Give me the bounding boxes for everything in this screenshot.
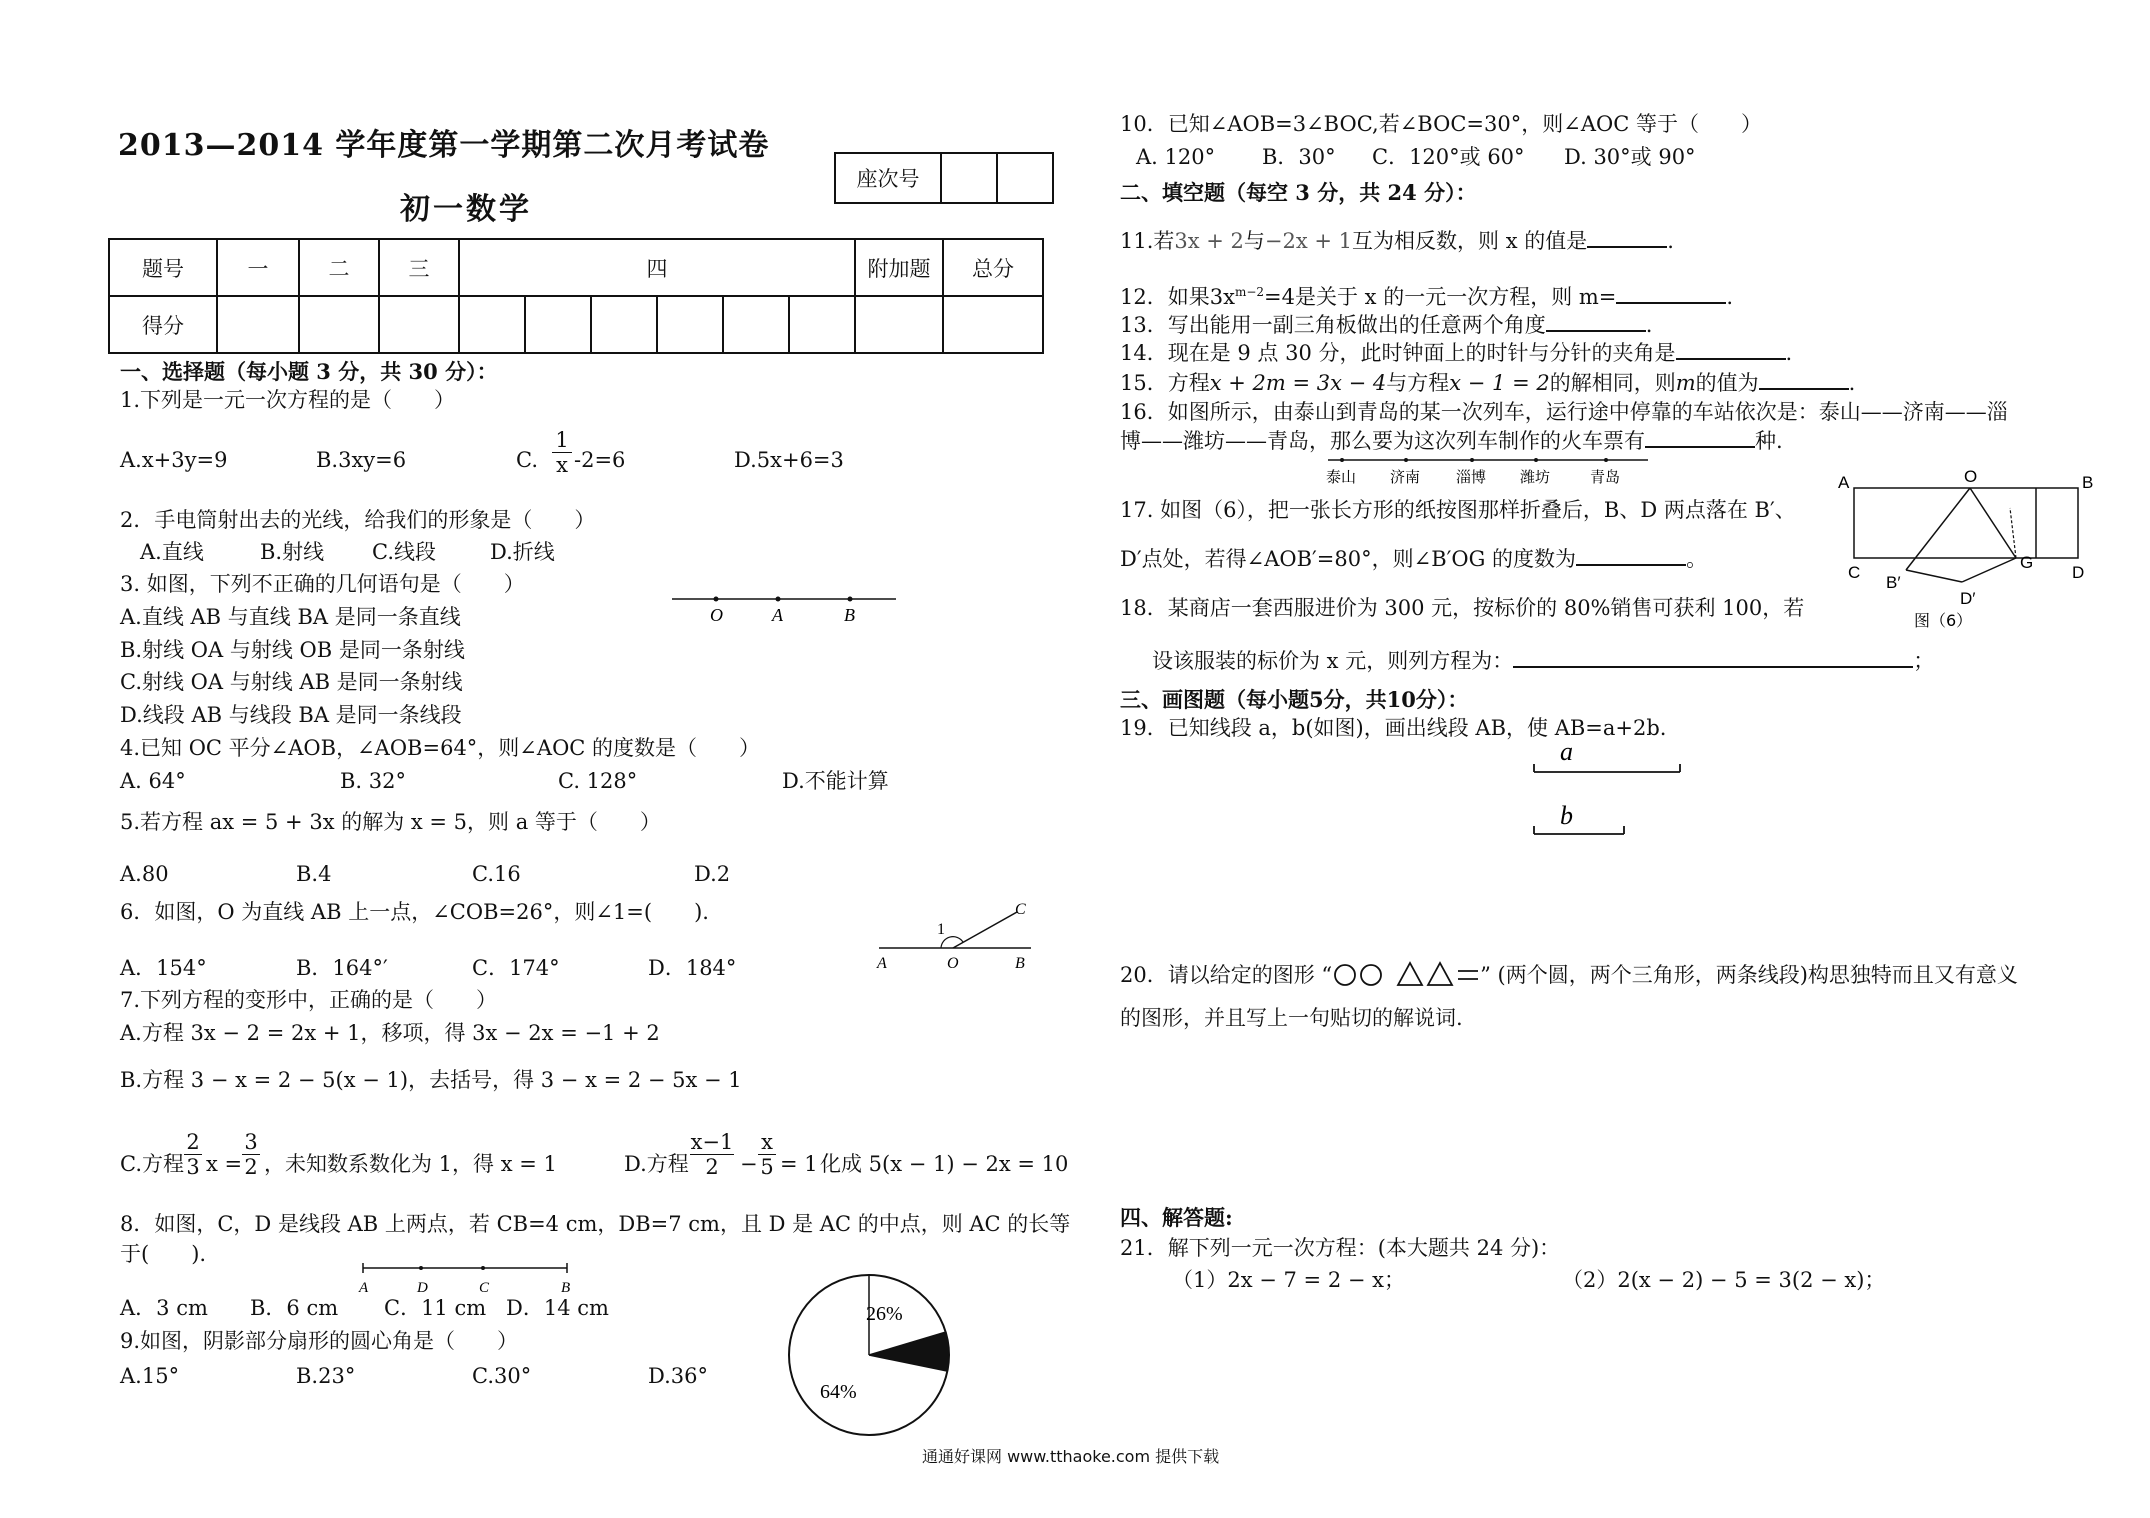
q1-fraction xyxy=(552,428,572,477)
q8-label-b: B xyxy=(561,1280,571,1296)
q17-label-a: A xyxy=(1838,473,1850,492)
q12-end: . xyxy=(1726,285,1734,309)
q2-stem: 2．手电筒射出去的光线，给我们的形象是（ ） xyxy=(120,508,596,532)
q2-option-b: B.射线 xyxy=(260,540,325,564)
seat-cell[interactable] xyxy=(997,153,1053,203)
score-cell[interactable] xyxy=(525,296,591,353)
q11-mid: 与 xyxy=(1243,229,1265,253)
seat-number-box xyxy=(834,152,1054,204)
q19-stem: 19．已知线段 a，b(如图)，画出线段 AB，使 AB=a+2b. xyxy=(1120,716,1667,740)
q20-prefix: 20．请以给定的图形 “ xyxy=(1120,963,1333,987)
q8-stem: 8．如图，C，D 是线段 AB 上两点，若 CB=4 cm，DB=7 cm，且 D 是 AC 的中点，则 AC 的长等 xyxy=(120,1212,1071,1236)
q14-text: 14．现在是 9 点 30 分，此时钟面上的时针与分针的夹角是 xyxy=(1120,341,1676,365)
q7-c-fraction-2 xyxy=(242,1130,260,1179)
score-cell[interactable] xyxy=(855,296,943,353)
q6-label-b: B xyxy=(1015,955,1025,972)
q5-stem: 5.若方程 ax = 5 + 3x 的解为 x = 5，则 a 等于（ ） xyxy=(120,810,661,834)
q6-stem: 6．如图，O 为直线 AB 上一点，∠COB=26°，则∠1=( ). xyxy=(120,900,709,924)
q17-answer-blank[interactable] xyxy=(1576,544,1686,566)
q9-option-a: A.15° xyxy=(120,1364,180,1388)
q17-label-g: G xyxy=(2020,553,2034,572)
q20-line2: 的图形，并且写上一句贴切的解说词. xyxy=(1120,1006,1463,1030)
q5-option-c: C.16 xyxy=(472,862,521,886)
q3-stem: 3. 如图，下列不正确的几何语句是（ ） xyxy=(120,572,525,596)
q8-option-b: B．6 cm xyxy=(250,1296,339,1320)
q4-option-b: B. 32° xyxy=(340,769,407,793)
q14-answer-blank[interactable] xyxy=(1676,338,1786,360)
q15-var-m: m xyxy=(1675,371,1696,395)
q4-stem: 4.已知 OC 平分∠AOB，∠AOB=64°，则∠AOC 的度数是（ ） xyxy=(120,736,761,760)
q7-c-frac1-den: 3 xyxy=(186,1155,200,1179)
q1-frac-num: 1 xyxy=(552,428,572,453)
score-header-cell: 二 xyxy=(299,239,379,296)
q18-text: 设该服装的标价为 x 元，则列方程为： xyxy=(1152,649,1514,673)
exam-title: 2013—2014 学年度第一学期第二次月考试卷 xyxy=(118,128,770,163)
q15-prefix: 15．方程 xyxy=(1120,371,1210,395)
q15-answer-blank[interactable] xyxy=(1759,368,1849,390)
q18-line2 xyxy=(1152,646,1934,675)
q10-option-a: A. 120° xyxy=(1136,145,1216,169)
q14-end: . xyxy=(1785,341,1793,365)
q7-d-fraction-1 xyxy=(690,1130,734,1179)
q7-c-frac1-num: 2 xyxy=(184,1130,202,1155)
q7-d-fraction-2 xyxy=(758,1130,776,1179)
q9-option-d: D.36° xyxy=(648,1364,708,1388)
q12-prefix: 12．如果 xyxy=(1120,285,1210,309)
q3-label-a: A xyxy=(772,605,783,625)
q2-option-a: A.直线 xyxy=(140,540,204,564)
q7-c-frac2-num: 3 xyxy=(242,1130,260,1155)
q3-option-d: D.线段 AB 与线段 BA 是同一条线段 xyxy=(120,703,462,727)
q8-option-d: D．14 cm xyxy=(506,1296,609,1320)
q6-label-o: O xyxy=(947,955,959,972)
q17-line2 xyxy=(1120,544,1707,573)
q10-option-b: B．30° xyxy=(1262,145,1336,169)
q11-end: . xyxy=(1667,229,1674,253)
q12-expr2: =4 xyxy=(1264,285,1295,309)
q18-answer-blank[interactable] xyxy=(1513,646,1913,668)
q7-c-fraction-1 xyxy=(184,1130,202,1179)
q9-pie-label-64: 64% xyxy=(820,1381,857,1403)
station-qingdao: 青岛 xyxy=(1590,468,1621,486)
q8-label-d: D xyxy=(417,1280,428,1296)
q1-option-b: B.3xy=6 xyxy=(316,448,407,472)
q17-label-b-prime: B′ xyxy=(1886,573,1901,592)
q15-mid: 与方程 xyxy=(1386,371,1450,395)
q8-option-c: C．11 cm xyxy=(384,1296,487,1320)
q1-c-suffix: -2=6 xyxy=(574,448,626,472)
score-header-cell: 题号 xyxy=(109,239,217,296)
q7-d-suffix: 化成 5(x − 1) − 2x = 10 xyxy=(820,1152,1069,1176)
q17-label-d: D xyxy=(2072,563,2085,582)
q7-stem: 7.下列方程的变形中，正确的是（ ） xyxy=(120,988,498,1012)
q7-c-eq: x = xyxy=(206,1152,243,1176)
q12-exponent: m−2 xyxy=(1234,285,1265,299)
q13-end: . xyxy=(1645,313,1653,337)
q3-option-b: B.射线 OA 与射线 OB 是同一条射线 xyxy=(120,638,465,662)
q16-line1: 16．如图所示，由泰山到青岛的某一次列车，运行途中停靠的车站依次是：泰山——济南——淄 xyxy=(1120,400,2008,424)
q19-label-a: a xyxy=(1560,737,1573,766)
q5-option-a: A.80 xyxy=(120,862,169,886)
q8-segment-figure xyxy=(355,1258,575,1298)
q14 xyxy=(1120,338,1792,367)
q18-end: ； xyxy=(1913,649,1935,673)
q1-option-d: D.5x+6=3 xyxy=(734,448,844,472)
q15-expr1: x + 2m = 3x − 4 xyxy=(1209,371,1387,395)
q15-suffix: 的解相同，则 xyxy=(1549,371,1676,395)
q15-expr2: x − 1 = 2 xyxy=(1449,371,1550,395)
section1-heading: 一、选择题（每小题 3 分，共 30 分）： xyxy=(120,359,498,384)
q8-label-c: C xyxy=(479,1280,490,1296)
q21-stem: 21．解下列一元一次方程：(本大题共 24 分)： xyxy=(1120,1236,1561,1260)
q17-label-o: O xyxy=(1964,467,1978,486)
q13 xyxy=(1120,310,1652,339)
station-taishan: 泰山 xyxy=(1326,468,1357,486)
q8-option-a: A．3 cm xyxy=(120,1296,208,1320)
score-cell[interactable] xyxy=(657,296,723,353)
q1-option-a: A.x+3y=9 xyxy=(120,448,228,472)
q6-label-a: A xyxy=(877,955,887,972)
q7-d-frac2-den: 5 xyxy=(760,1155,774,1179)
q2-option-c: C.线段 xyxy=(372,540,436,564)
q10-option-c: C．120°或 60° xyxy=(1372,145,1525,169)
q11-prefix: 11.若 xyxy=(1120,229,1175,253)
q4-option-a: A. 64° xyxy=(120,769,186,793)
section4-heading: 四、解答题: xyxy=(1120,1205,1233,1230)
section3-heading: 三、画图题（每小题5分，共10分）： xyxy=(1120,687,1469,712)
q12-answer-blank[interactable] xyxy=(1616,282,1726,304)
q10-stem: 10．已知∠AOB=3∠BOC,若∠BOC=30°，则∠AOC 等于（ ） xyxy=(1120,112,1762,136)
q17-end: 。 xyxy=(1686,547,1708,571)
subject-title: 初一数学 xyxy=(400,192,532,227)
q9-option-b: B.23° xyxy=(296,1364,356,1388)
q15 xyxy=(1120,368,1855,397)
q16-line2 xyxy=(1120,426,1783,455)
q15-suffix2: 的值为 xyxy=(1695,371,1759,395)
q20-shapes-icon xyxy=(1332,960,1480,988)
q6-label-c: C xyxy=(1015,901,1026,918)
q7-option-a: A.方程 3x − 2 = 2x + 1，移项，得 3x − 2x = −1 + 2 xyxy=(120,1021,660,1045)
q9-stem: 9.如图，阴影部分扇形的圆心角是（ ） xyxy=(120,1329,519,1353)
q7-option-d-prefix: D.方程 xyxy=(624,1152,689,1176)
q1-frac-den: x xyxy=(556,453,568,477)
q12 xyxy=(1120,278,1733,311)
score-table xyxy=(108,238,1044,354)
score-cell[interactable] xyxy=(943,296,1043,353)
q6-label-1: 1 xyxy=(937,921,945,938)
q11 xyxy=(1120,226,1674,255)
score-cell[interactable] xyxy=(591,296,657,353)
q1-c-prefix: C. xyxy=(516,448,538,472)
q13-text: 13．写出能用一副三角板做出的任意两个角度 xyxy=(1120,313,1546,337)
station-weifang: 潍坊 xyxy=(1520,468,1551,486)
q5-option-d: D.2 xyxy=(694,862,731,886)
q5-option-b: B.4 xyxy=(296,862,332,886)
q7-option-c-prefix: C.方程 xyxy=(120,1152,184,1176)
station-jinan: 济南 xyxy=(1390,468,1421,486)
q7-option-b: B.方程 3 − x = 2 − 5(x − 1)，去括号，得 3 − x = 2 − 5x − 1 xyxy=(120,1068,742,1092)
q11-answer-blank[interactable] xyxy=(1587,226,1667,248)
q16-end: 种. xyxy=(1755,429,1783,453)
score-header-cell: 四 xyxy=(459,239,855,296)
q17-label-c: C xyxy=(1848,563,1861,582)
score-header-cell: 附加题 xyxy=(855,239,943,296)
score-header-row xyxy=(109,239,1043,296)
q20-suffix: ” (两个圆，两个三角形，两条线段)构思独特而且又有意义 xyxy=(1480,963,2018,987)
section2-heading: 二、填空题（每空 3 分，共 24 分）： xyxy=(1120,180,1477,205)
q17-caption: 图（6） xyxy=(1914,611,1973,630)
q11-expr2: −2x + 1 xyxy=(1264,229,1353,253)
q6-option-c: C．174° xyxy=(472,956,560,980)
q20-line1 xyxy=(1120,960,2018,989)
q3-option-a: A.直线 AB 与直线 BA 是同一条直线 xyxy=(120,605,461,629)
q7-d-frac1-num: x−1 xyxy=(690,1130,734,1154)
q1-option-c xyxy=(516,446,538,474)
seat-label: 座次号 xyxy=(835,153,941,203)
q21-part2: （2）2(x − 2) − 5 = 3(2 − x)； xyxy=(1562,1268,1886,1292)
seat-cell[interactable] xyxy=(941,153,997,203)
q4-option-c: C. 128° xyxy=(558,769,638,793)
station-zibo: 淄博 xyxy=(1456,468,1487,486)
q12-expr: 3x xyxy=(1209,285,1235,309)
q6-angle-figure xyxy=(875,900,1035,972)
q21-part1: （1）2x − 7 = 2 − x； xyxy=(1172,1268,1405,1292)
q19-label-b: b xyxy=(1560,801,1573,830)
q3-label-b: B xyxy=(844,605,855,625)
score-cell[interactable] xyxy=(789,296,855,353)
q6-option-d: D．184° xyxy=(648,956,737,980)
q16-station-line xyxy=(1322,454,1654,488)
q7-d-frac2-num: x xyxy=(758,1130,776,1155)
q1-stem: 1.下列是一元一次方程的是（ ） xyxy=(120,388,456,412)
q12-suffix: 是关于 x 的一元一次方程，则 m= xyxy=(1295,285,1617,309)
q7-c-frac2-den: 2 xyxy=(244,1155,258,1179)
q6-option-b: B．164°′ xyxy=(296,956,388,980)
footer-credit: 通通好课网 www.tthaoke.com 提供下载 xyxy=(922,1447,1220,1466)
q17-fold-figure xyxy=(1836,466,2098,632)
q11-expr1: 3x + 2 xyxy=(1174,229,1244,253)
q17-label-d-prime: D′ xyxy=(1960,589,1976,608)
q2-option-d: D.折线 xyxy=(490,540,555,564)
score-cell[interactable] xyxy=(299,296,379,353)
q4-option-d: D.不能计算 xyxy=(782,769,889,793)
q3-label-o: O xyxy=(710,605,723,625)
q10-option-d: D. 30°或 90° xyxy=(1564,145,1696,169)
score-row xyxy=(109,296,1043,353)
q3-line-figure xyxy=(670,585,900,630)
score-cell[interactable] xyxy=(379,296,459,353)
q16-text: 博——潍坊——青岛，那么要为这次列车制作的火车票有 xyxy=(1120,429,1645,453)
q7-d-frac1-den: 2 xyxy=(705,1155,719,1179)
score-cell[interactable] xyxy=(217,296,299,353)
q3-option-c: C.射线 OA 与射线 AB 是同一条射线 xyxy=(120,670,463,694)
q15-end: . xyxy=(1848,371,1856,395)
score-header-cell: 总分 xyxy=(943,239,1043,296)
score-header-cell: 一 xyxy=(217,239,299,296)
q9-pie-label-26: 26% xyxy=(866,1303,903,1325)
q18-line1: 18．某商店一套西服进价为 300 元，按标价的 80%销售可获利 100，若 xyxy=(1120,596,1805,620)
q17-text: D′点处，若得∠AOB′=80°，则∠B′OG 的度数为 xyxy=(1120,547,1577,571)
q7-d-minus: − xyxy=(740,1152,758,1176)
q6-option-a: A．154° xyxy=(120,956,207,980)
q9-pie-figure xyxy=(784,1270,954,1440)
score-row-label: 得分 xyxy=(109,296,217,353)
q13-answer-blank[interactable] xyxy=(1546,310,1646,332)
score-cell[interactable] xyxy=(459,296,525,353)
q9-option-c: C.30° xyxy=(472,1364,532,1388)
score-header-cell: 三 xyxy=(379,239,459,296)
q17-line1: 17. 如图（6），把一张长方形的纸按图那样折叠后，B、D 两点落在 B′、 xyxy=(1120,498,1796,522)
q19-segments-figure xyxy=(1530,736,1684,840)
q16-answer-blank[interactable] xyxy=(1645,426,1755,448)
q8-label-a: A xyxy=(359,1280,369,1296)
q11-suffix: 互为相反数，则 x 的值是 xyxy=(1352,229,1588,253)
q7-c-suffix: ，未知数系数化为 1，得 x = 1 xyxy=(264,1152,557,1176)
q8-stem-cont: 于( ). xyxy=(120,1242,207,1266)
q7-d-eq-one: = 1 xyxy=(780,1152,818,1176)
q17-label-b: B xyxy=(2082,473,2094,492)
score-cell[interactable] xyxy=(723,296,789,353)
